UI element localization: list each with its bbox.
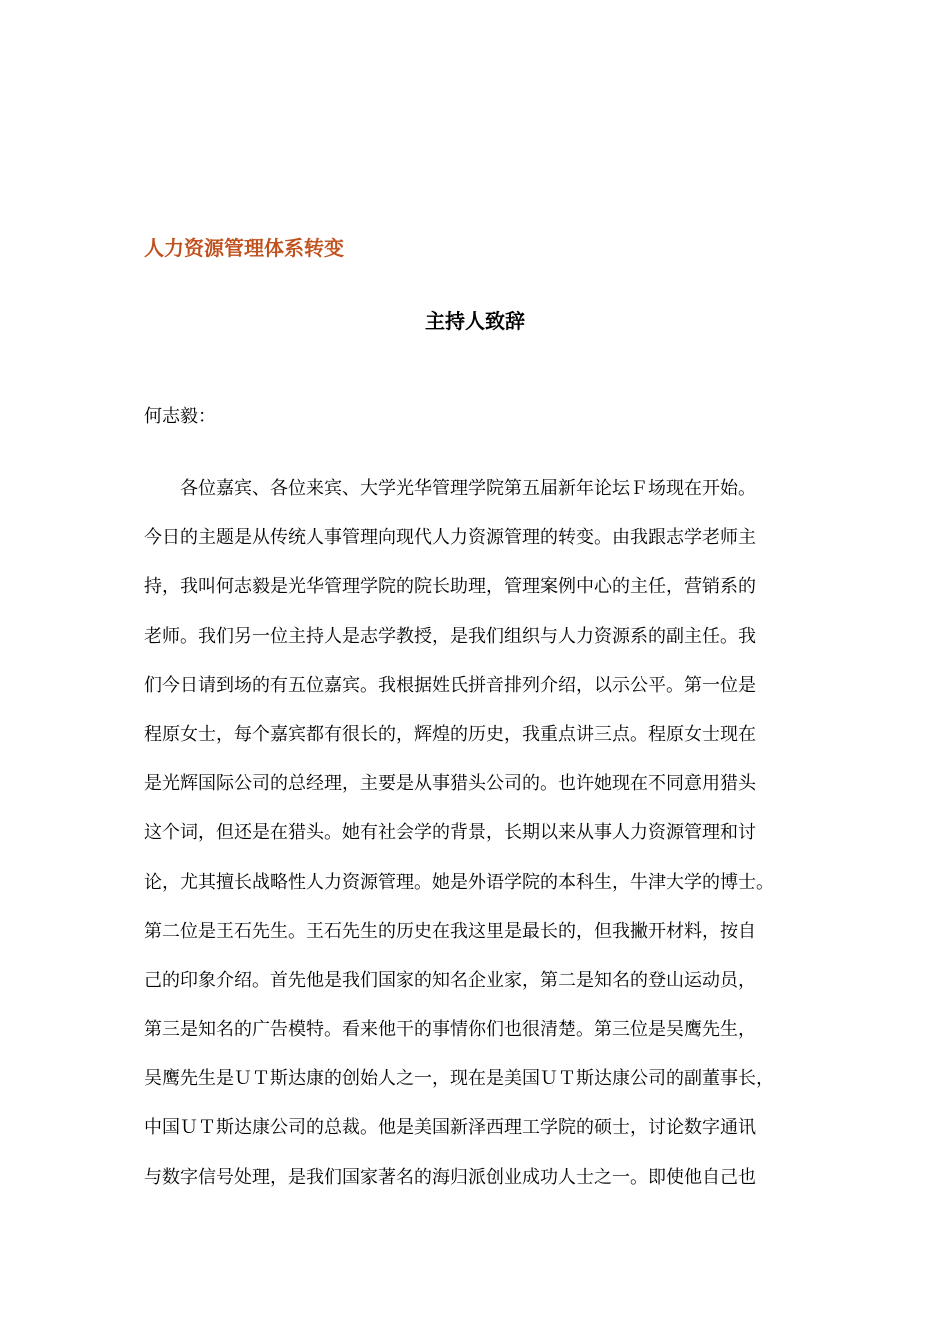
body-line: 各位嘉宾、各位来宾、大学光华管理学院第五届新年论坛Ｆ场现在开始。: [180, 478, 756, 499]
body-line: 程原女士，每个嘉宾都有很长的，辉煌的历史，我重点讲三点。程原女士现在: [144, 723, 756, 745]
body-line: 中国ＵＴ斯达康公司的总裁。他是美国新泽西理工学院的硕士，讨论数字通讯: [144, 1117, 756, 1139]
speaker-label: 何志毅：: [144, 406, 216, 427]
body-line: 持，我叫何志毅是光华管理学院的院长助理，管理案例中心的主任，营销系的: [144, 576, 756, 598]
body-line: 们今日请到场的有五位嘉宾。我根据姓氏拼音排列介绍，以示公平。第一位是: [144, 674, 756, 696]
body-line: 是光辉国际公司的总经理，主要是从事猎头公司的。也许她现在不同意用猎头: [144, 773, 756, 795]
body-line: 己的印象介绍。首先他是我们国家的知名企业家，第二是知名的登山运动员，: [144, 969, 756, 991]
body-line: 论，尤其擅长战略性人力资源管理。她是外语学院的本科生，牛津大学的博士。: [144, 871, 774, 893]
body-line: 老师。我们另一位主持人是志学教授，是我们组织与人力资源系的副主任。我: [144, 625, 756, 647]
body-text: [144, 475, 814, 1213]
body-line: 第三是知名的广告模特。看来他干的事情你们也很清楚。第三位是吴鹰先生，: [144, 1019, 756, 1041]
document-title: 人力资源管理体系转变: [144, 236, 344, 260]
body-line: 与数字信号处理，是我们国家著名的海归派创业成功人士之一。即使他自己也: [144, 1166, 756, 1188]
body-line: 这个词，但还是在猎头。她有社会学的背景，长期以来从事人力资源管理和讨: [144, 822, 756, 844]
body-line: 吴鹰先生是ＵＴ斯达康的创始人之一，现在是美国ＵＴ斯达康公司的副董事长，: [144, 1068, 774, 1090]
body-line: 第二位是王石先生。王石先生的历史在我这里是最长的，但我撇开材料，按自: [144, 920, 756, 942]
body-line: 今日的主题是从传统人事管理向现代人力资源管理的转变。由我跟志学老师主: [144, 527, 756, 549]
document-subtitle: 主持人致辞: [425, 309, 525, 333]
